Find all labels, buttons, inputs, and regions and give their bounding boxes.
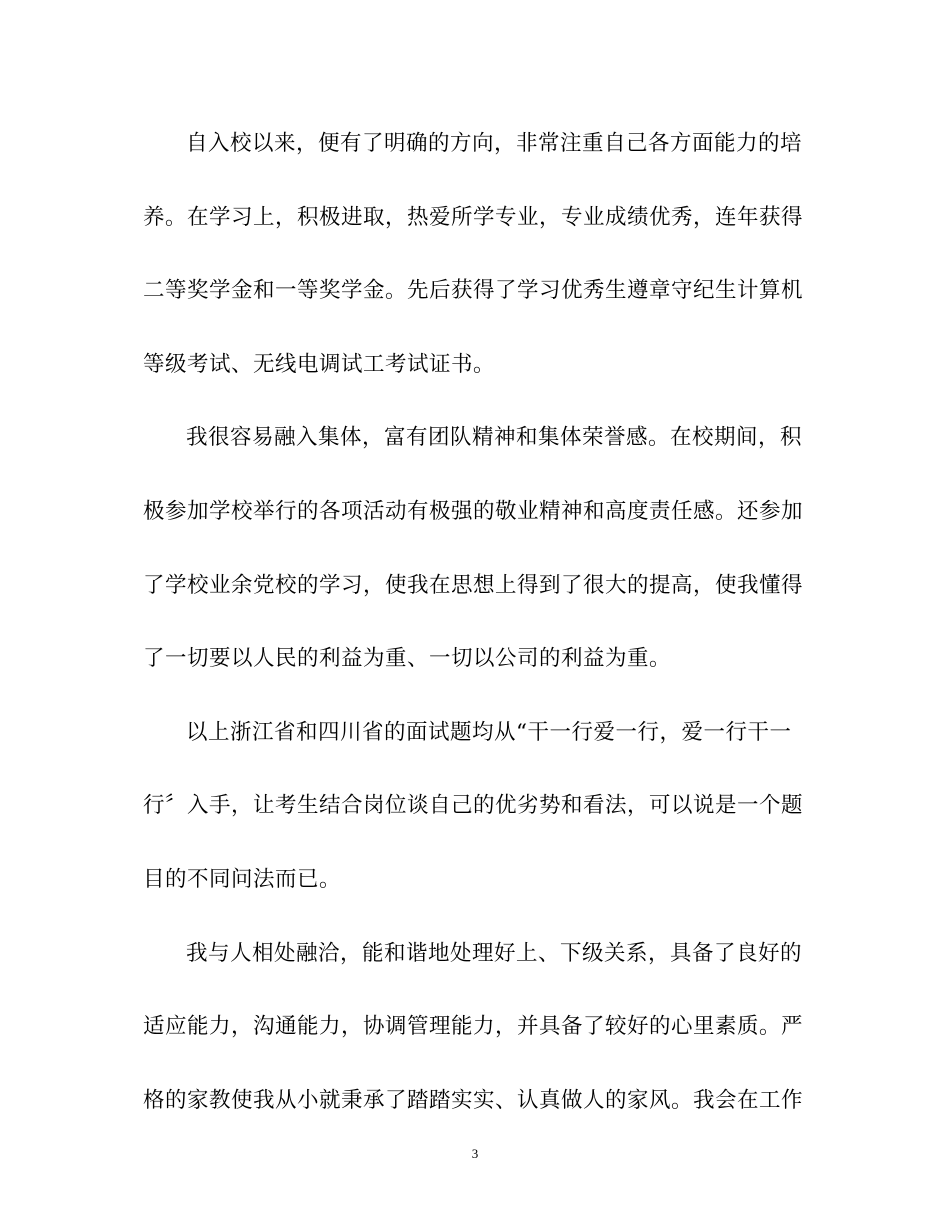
text-line: 适应能力，沟通能力，协调管理能力，并具备了较好的心里素质。严: [143, 1014, 804, 1040]
text-line: 自入校以来，便有了明确的方向，非常注重自己各方面能力的培: [186, 131, 803, 156]
text-line: 我与人相处融洽，能和谐地处理好上、下级关系，具备了良好的: [186, 940, 803, 966]
text-line: 了一切要以人民的利益为重、一切以公司的利益为重。: [143, 646, 672, 672]
paragraph-1: [143, 122, 804, 416]
document-body: [143, 122, 804, 1152]
text-line: 我很容易融入集体，富有团队精神和集体荣誉感。在校期间，积: [186, 425, 803, 451]
text-line: 二等奖学金和一等奖学金。先后获得了学习优秀生遵章守纪生计算机: [143, 278, 804, 304]
page-number: 3: [471, 1146, 479, 1161]
text-line: 等级考试、无线电调试工考试证书。: [143, 351, 496, 377]
text-line: 极参加学校举行的各项活动有极强的敬业精神和高度责任感。还参加: [143, 498, 804, 524]
paragraph-3: [143, 711, 804, 932]
text-line: 目的不同问法而已。: [143, 866, 342, 892]
text-line: 了学校业余党校的学习，使我在思想上得到了很大的提高，使我懂得: [143, 572, 804, 598]
text-line: 养。在学习上，积极进取，热爱所学专业，专业成绩优秀，连年获得: [143, 204, 804, 230]
text-line: 格的家教使我从小就秉承了踏踏实实、认真做人的家风。我会在工作: [143, 1087, 804, 1113]
paragraph-4: [143, 932, 804, 1153]
paragraph-2: [143, 416, 804, 710]
text-line: 以上浙江省和四川省的面试题均从“干一行爱一行，爱一行干一: [186, 719, 792, 745]
text-line: 行〞入手，让考生结合岗位谈自己的优劣势和看法，可以说是一个题: [143, 793, 804, 819]
